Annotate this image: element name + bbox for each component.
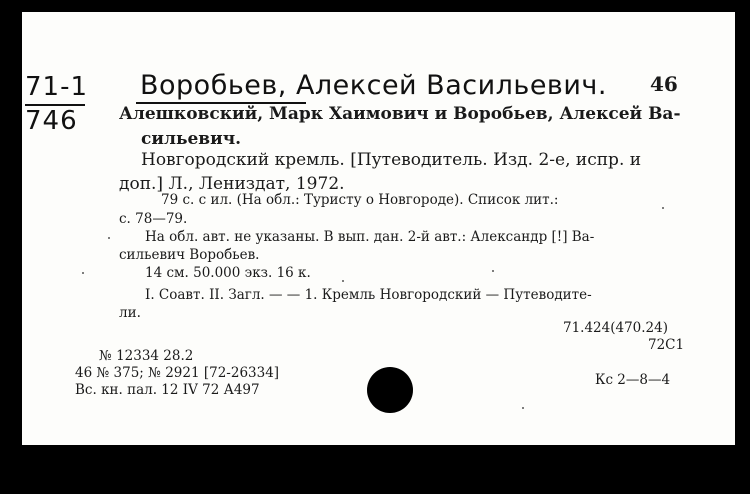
note-line-1: На обл. авт. не указаны. В вып. дан. 2-й авт.: Александр [!] Ва- xyxy=(145,229,595,245)
speck xyxy=(492,270,494,272)
speck xyxy=(522,407,524,409)
speck xyxy=(662,207,664,209)
tracing-line-1: I. Соавт. II. Загл. — — 1. Кремль Новгородский — Путеводите- xyxy=(145,287,592,303)
speck xyxy=(108,237,110,239)
speck xyxy=(82,272,84,274)
note-line-2: сильевич Воробьев. xyxy=(119,247,260,263)
description-line-1: 79 с. с ил. (На обл.: Туристу о Новгороде). Список лит.: xyxy=(161,192,559,208)
punch-hole xyxy=(367,367,413,413)
author-code: 72C1 xyxy=(648,337,685,353)
authors-line-2: сильевич. xyxy=(141,129,242,149)
catalog-card xyxy=(22,12,735,445)
handwritten-heading: Воробьев, Алексей Васильевич. xyxy=(140,70,607,101)
call-number-top: 71-1 xyxy=(25,72,89,102)
size-line: 14 см. 50.000 экз. 16 к. xyxy=(145,265,311,281)
speck xyxy=(342,280,344,282)
registration-line-1: № 12334 28.2 xyxy=(99,348,194,364)
kc-code: Кс 2—8—4 xyxy=(595,372,671,388)
heading-number: 46 xyxy=(650,72,678,96)
description-line-2: с. 78—79. xyxy=(119,211,188,227)
tracing-line-2: ли. xyxy=(119,305,141,321)
title-line-1: Новгородский кремль. [Путеводитель. Изд. 2-е, испр. и xyxy=(141,150,642,170)
title-line-2: доп.] Л., Лениздат, 1972. xyxy=(119,174,345,194)
registration-line-2: 46 № 375; № 2921 [72-26334] xyxy=(75,365,280,381)
udc-index: 71.424(470.24) xyxy=(563,320,669,336)
registration-line-3: Вс. кн. пал. 12 IV 72 А497 xyxy=(75,382,260,398)
authors-line-1: Алешковский, Марк Хаимович и Воробьев, Алексей Ва- xyxy=(119,104,681,124)
call-number-bottom: 746 xyxy=(25,106,78,136)
